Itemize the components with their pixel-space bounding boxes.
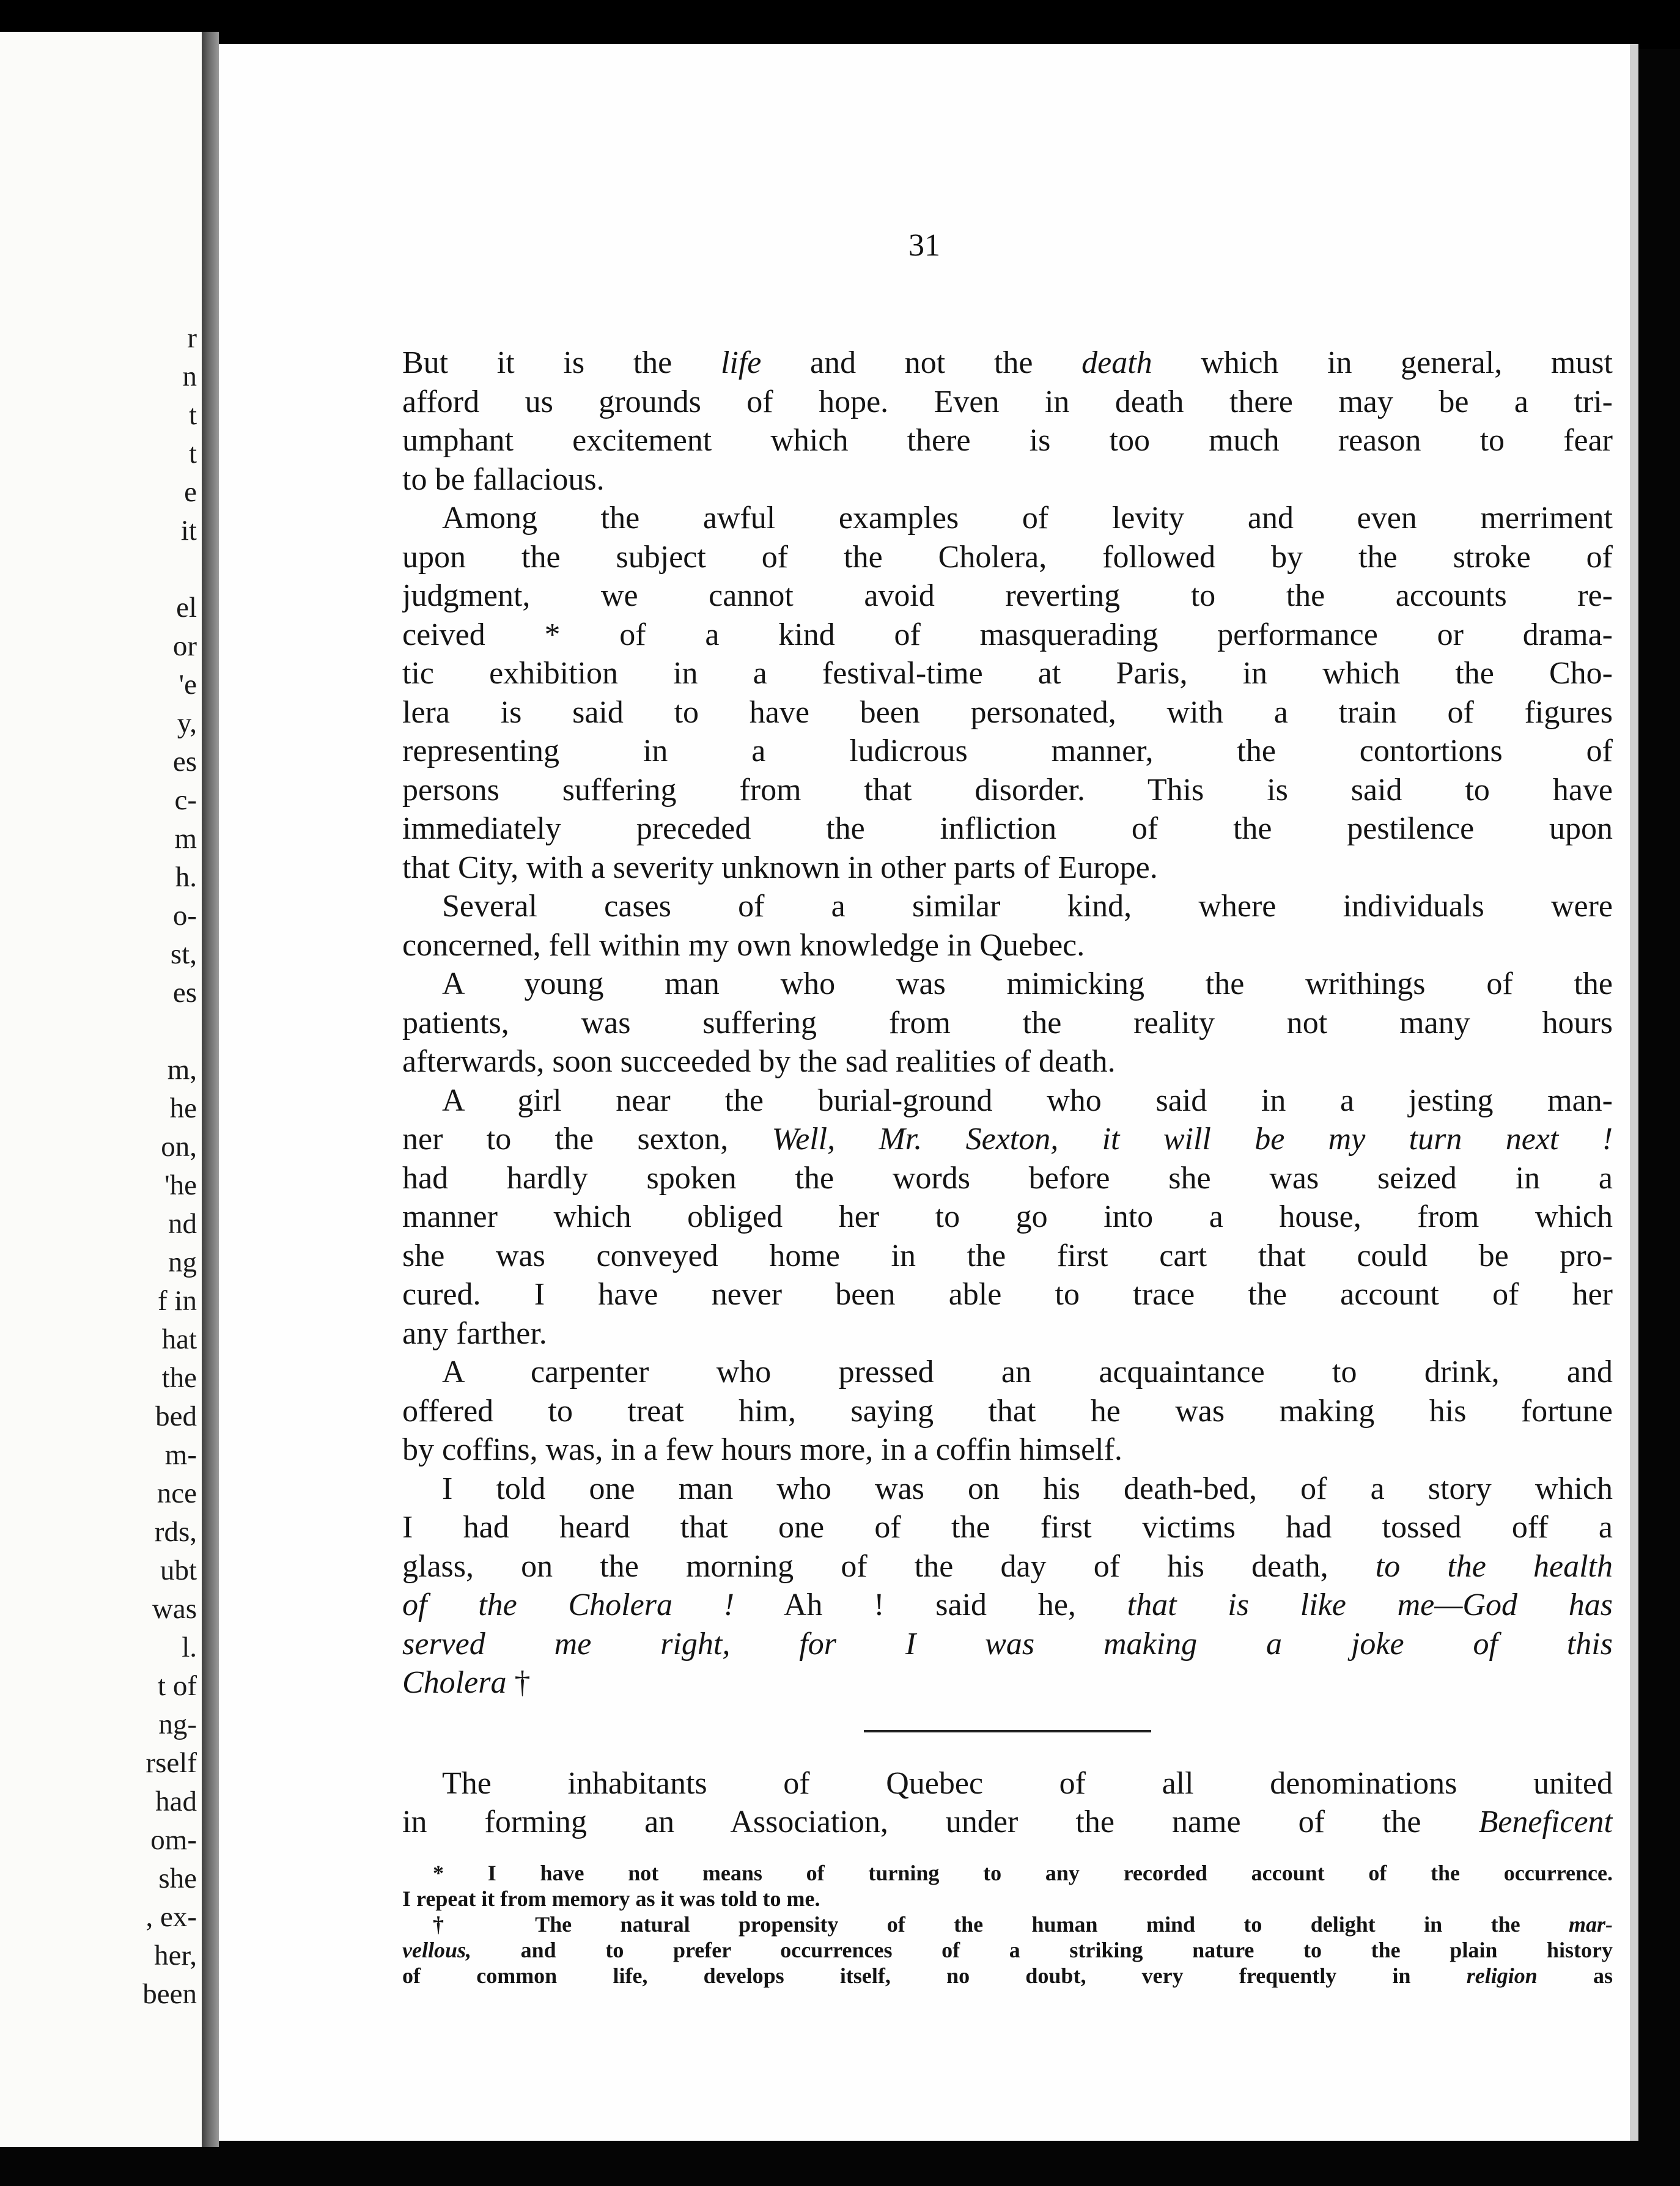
italic-phrase: served me right, for I was making a joke of this <box>402 1626 1613 1662</box>
facing-page-fragment: st, <box>170 938 197 970</box>
italic-phrase: to the health <box>1375 1548 1613 1584</box>
text-line: in forming an Association, under the name of the Beneficent <box>402 1805 1613 1839</box>
facing-page-fragment: nd <box>168 1208 197 1240</box>
text-line: ceived * of a kind of masquerading performance or drama- <box>402 617 1613 652</box>
text-line: had hardly spoken the words before she was seized in a <box>402 1160 1613 1196</box>
text-line: ner to the sexton, Well, Mr. Sexton, it will be my turn next ! <box>402 1122 1613 1157</box>
italic-phrase: vellous, <box>402 1937 471 1962</box>
facing-page-fragment: t <box>188 438 197 469</box>
facing-page-fragment: he <box>169 1092 197 1124</box>
section-rule <box>864 1730 1151 1732</box>
text-line: afterwards, soon succeeded by the sad realities of death. <box>402 1044 1116 1079</box>
text-line: to be fallacious. <box>402 462 605 497</box>
text-line: I told one man who was on his death-bed, of a story which <box>442 1471 1613 1506</box>
facing-page-fragment: m- <box>164 1439 197 1471</box>
facing-page-fragment: om- <box>150 1824 197 1856</box>
book-gutter <box>202 32 219 2147</box>
text-line <box>402 1625 1613 1664</box>
text-line: she was conveyed home in the first cart that could be pro- <box>402 1238 1613 1273</box>
text-line: by coffins, was, in a few hours more, in a coffin himself. <box>402 1432 1122 1467</box>
facing-page-fragment: rself <box>146 1747 197 1779</box>
footnotes <box>402 1860 1613 1989</box>
text-line: of the Cholera ! Ah ! said he, that is like me—God has <box>402 1588 1613 1622</box>
text-line: afford us grounds of hope. Even in death there may be a tri- <box>402 384 1613 419</box>
page-number: 31 <box>908 228 940 263</box>
facing-page-fragment: f in <box>158 1285 197 1317</box>
facing-page-fragment: was <box>152 1593 197 1625</box>
facing-page-fragment: m <box>174 823 197 855</box>
text-line: Among the awful examples of levity and even merriment <box>442 501 1613 535</box>
facing-page-fragment: ng <box>168 1246 197 1278</box>
facing-page-fragment: , ex- <box>146 1901 197 1933</box>
facing-page-fragment: t <box>188 399 197 431</box>
facing-page-fragment: been <box>142 1978 197 2010</box>
italic-phrase: death <box>1081 345 1152 380</box>
text-line: umphant excitement which there is too much reason to fear <box>402 423 1613 458</box>
text-line: any farther. <box>402 1316 547 1351</box>
facing-page-fragment: on, <box>161 1131 197 1163</box>
facing-page-fragment: t of <box>158 1670 197 1702</box>
footnote-gap <box>402 1842 1613 1860</box>
page-edge <box>1630 44 1638 2141</box>
facing-page-fragment: her, <box>154 1940 197 1971</box>
page-text <box>402 344 1613 1989</box>
facing-page-fragment: h. <box>175 861 197 893</box>
text-line: offered to treat him, saying that he was making his fortune <box>402 1393 1613 1429</box>
text-line: Cholera † <box>402 1665 531 1700</box>
facing-page-fragment: e <box>184 476 197 508</box>
book-page <box>219 44 1630 2141</box>
footnote-line: vellous, and to prefer occurrences of a striking nature to the plain history <box>402 1937 1613 1962</box>
text-line: But it is the life and not the death which in general, must <box>402 345 1613 380</box>
text-line: upon the subject of the Cholera, followed by the stroke of <box>402 539 1613 575</box>
facing-page-left <box>0 32 202 2147</box>
facing-page-fragment: o- <box>172 900 197 932</box>
text-line: tic exhibition in a festival-time at Paris, in which the Cho- <box>402 656 1613 691</box>
italic-phrase: Cholera <box>402 1665 507 1700</box>
italic-phrase: mar- <box>1569 1912 1613 1937</box>
text-line: cured. I have never been able to trace the account of her <box>402 1277 1613 1312</box>
facing-page-fragment: r <box>187 322 197 354</box>
facing-page-fragment: l. <box>182 1632 197 1663</box>
facing-page-fragment: it <box>180 515 197 546</box>
text-line: glass, on the morning of the day of his death, to the health <box>402 1548 1613 1584</box>
facing-page-text-fragments <box>0 319 197 2014</box>
text-line: patients, was suffering from the reality not many hours <box>402 1005 1613 1040</box>
italic-phrase: of the Cholera ! <box>402 1588 735 1622</box>
italic-phrase: life <box>720 345 762 380</box>
text-line: A girl near the burial-ground who said in a jesting man- <box>442 1083 1613 1118</box>
facing-page-fragment: rds, <box>154 1516 197 1548</box>
text-line: persons suffering from that disorder. This is said to have <box>402 772 1613 808</box>
facing-page-fragment: es <box>172 746 197 778</box>
facing-page-fragment: nce <box>157 1478 197 1509</box>
footnote-line: * I have not means of turning to any recorded account of the occurrence. <box>433 1860 1613 1885</box>
facing-page-fragment: hat <box>161 1323 197 1355</box>
facing-page-fragment: ng- <box>158 1709 197 1740</box>
facing-page-fragment: or <box>172 630 197 662</box>
facing-page-fragment: ubt <box>160 1555 197 1586</box>
text-line: Several cases of a similar kind, where individuals were <box>442 889 1613 924</box>
facing-page-fragment: 'he <box>164 1169 197 1201</box>
text-line: The inhabitants of Quebec of all denominations united <box>442 1765 1613 1801</box>
scan-top-border <box>0 0 1680 49</box>
text-line: manner which obliged her to go into a house, from which <box>402 1199 1613 1234</box>
facing-page-fragment: had <box>155 1786 197 1817</box>
body-text-continued <box>402 1764 1613 1842</box>
text-line: judgment, we cannot avoid reverting to the accounts re- <box>402 578 1613 613</box>
facing-page-fragment: c- <box>174 784 197 816</box>
facing-page-fragment: the <box>161 1362 197 1394</box>
footnote-line: I repeat it from memory as it was told to me. <box>402 1886 820 1911</box>
footnote-line: of common life, develops itself, no doubt, very frequently in religion as <box>402 1963 1613 1988</box>
facing-page-fragment: n <box>182 361 197 392</box>
text-line: A young man who was mimicking the writhings of the <box>442 966 1613 1001</box>
body-text <box>402 344 1613 1702</box>
text-line: representing in a ludicrous manner, the contortions of <box>402 734 1613 768</box>
facing-page-fragment: m, <box>167 1054 197 1086</box>
italic-phrase: Well, Mr. Sexton, it will be my turn next ! <box>772 1122 1613 1157</box>
facing-page-fragment: y, <box>177 707 197 739</box>
text-line: A carpenter who pressed an acquaintance to drink, and <box>442 1355 1613 1389</box>
facing-page-fragment: el <box>176 592 197 624</box>
text-line: lera is said to have been personated, with a train of figures <box>402 694 1613 730</box>
footnote-line: † The natural propensity of the human mind to delight in the mar- <box>433 1912 1613 1937</box>
italic-phrase: Beneficent <box>1478 1805 1613 1839</box>
facing-page-fragment: 'e <box>179 669 197 701</box>
text-line: immediately preceded the infliction of the pestilence upon <box>402 811 1613 846</box>
italic-phrase: religion <box>1466 1963 1538 1988</box>
italic-phrase: that is like me—God has <box>1127 1588 1613 1622</box>
facing-page-fragment <box>0 1012 197 1051</box>
facing-page-fragment: bed <box>155 1400 197 1432</box>
text-line: that City, with a severity unknown in other parts of Europe. <box>402 850 1158 885</box>
text-line: I had heard that one of the first victims had tossed off a <box>402 1510 1613 1545</box>
facing-page-fragment: es <box>172 977 197 1009</box>
facing-page-fragment: she <box>158 1863 197 1894</box>
facing-page-fragment <box>0 550 197 589</box>
text-line: concerned, fell within my own knowledge in Quebec. <box>402 927 1085 963</box>
